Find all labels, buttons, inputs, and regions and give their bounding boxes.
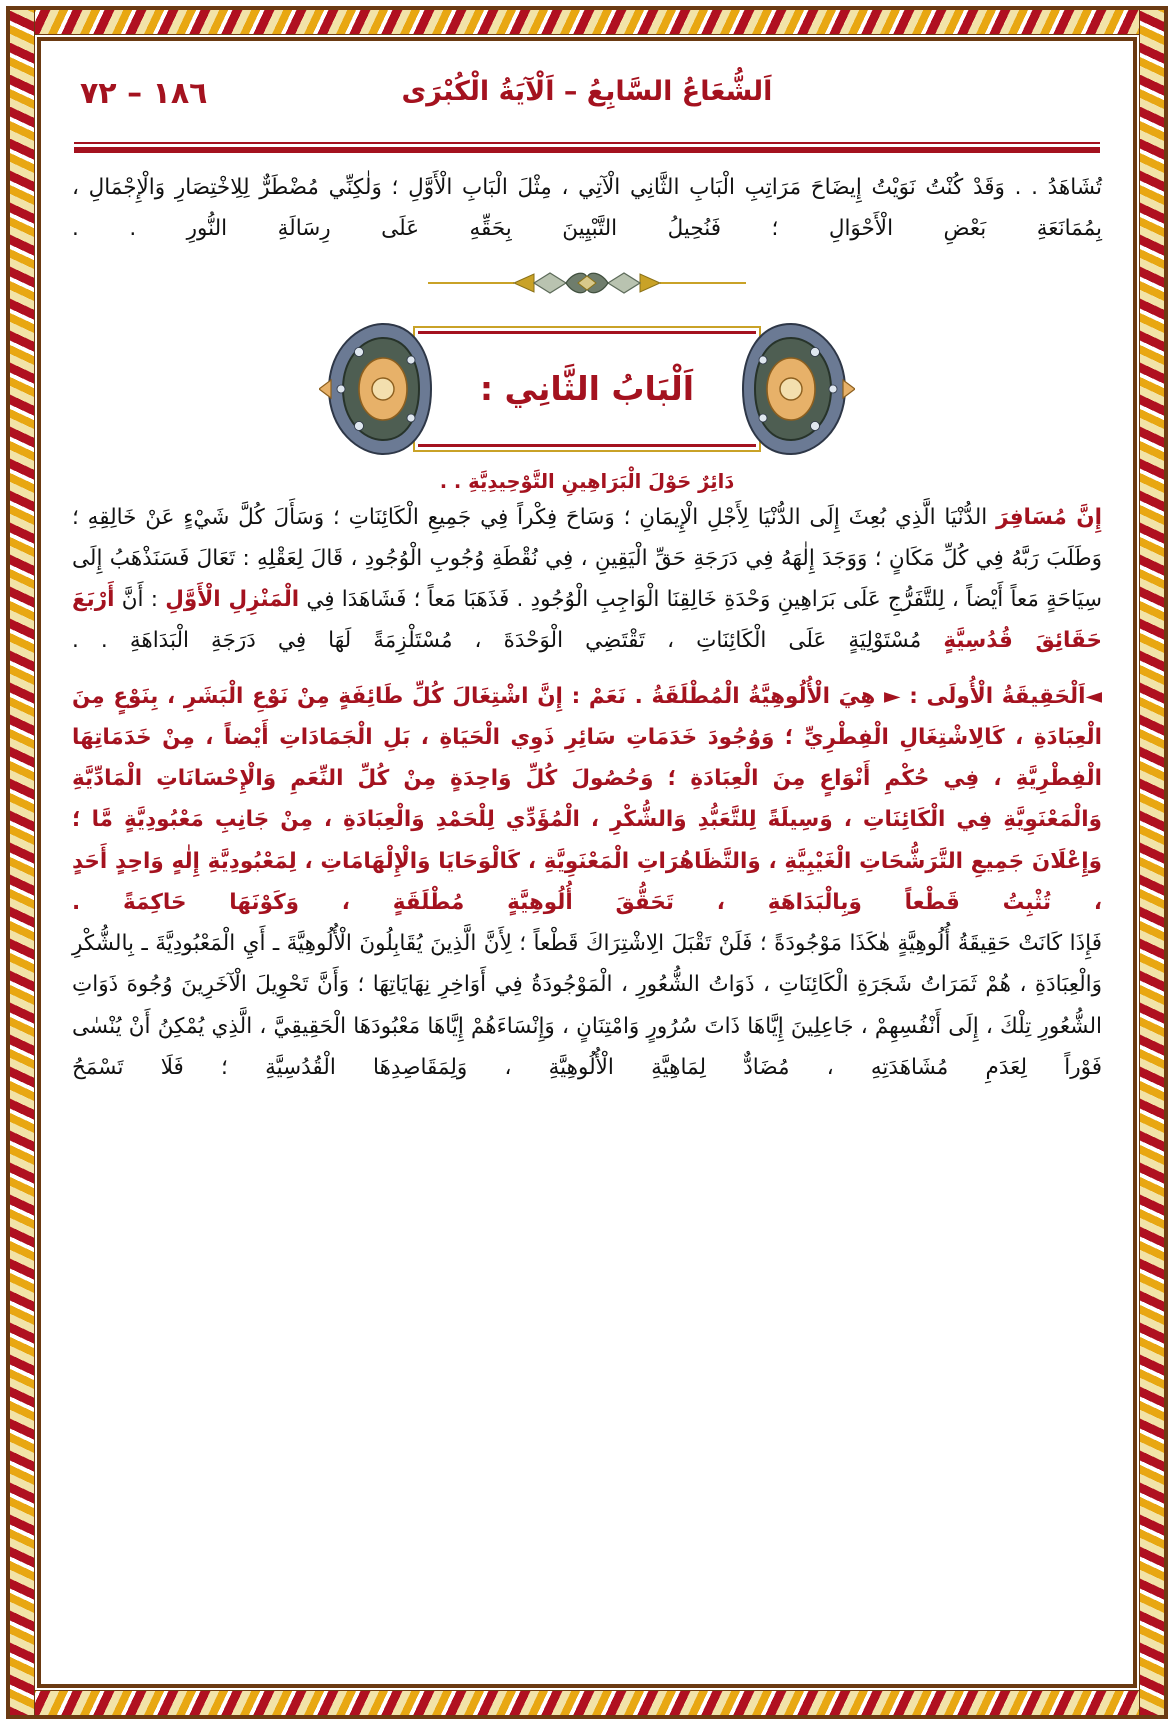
paragraph-conclusion [72,923,1102,1088]
header-rule-thick [74,147,1100,153]
header-rule [74,142,1100,153]
chapter-title-cartouche [327,314,847,464]
header-rule-thin [74,142,1100,144]
braid-border-bottom [9,1690,1165,1716]
page-content [48,48,1126,1677]
braid-border-right [1139,9,1165,1716]
page-header [70,62,1104,134]
text-run-black: فَإِذَا كَانَتْ حَقِيقَةُ أُلُوهِيَّةٍ هٰكَذَا مَوْجُودَةً ؛ فَلَنْ تَقْبَلَ الِاشْتِرَاكَ قَطْعاً ؛ لِأَنَّ الَّذِينَ يُقَابِلُونَ الْأُلُوهِيَّةَ ـ أَيِ الْمَعْبُودِيَّةَ ـ بِالشُّكْرِ وَالْعِبَادَةِ ، هُمْ ثَمَرَاتُ شَجَرَةِ الْكَائِنَاتِ ، ذَوَاتُ الشُّعُورِ ، الْمَوْجُودَةُ فِي أَوَاخِرِ نِهَايَاتِهَا ؛ وَأَنَّ تَحْوِيلَ الْآخَرِينَ وُجُوهَ ذَوَاتِ الشُّعُورِ تِلْكَ ، إِلَى أَنْفُسِهِمْ ، جَاعِلِينَ إِيَّاهَا ذَاتَ سُرُورٍ وَامْتِنَانٍ ، وَإِنْسَاءَهُمْ إِيَّاهَا مَعْبُودَهَا الْحَقِيقِيَّ ، الَّذِي يُمْكِنُ أَنْ يُنْسٰى فَوْراً لِعَدَمِ مُشَاهَدَتِهِ ، مُضَادٌّ لِمَاهِيَّةِ الْأُلُوهِيَّةِ ، وَلِمَقَاصِدِهَا الْقُدُسِيَّةِ ؛ فَلَا تَسْمَحُ [72,931,1102,1080]
paragraph-intro-block [70,167,1104,250]
text-run-black: مُسْتَوْلِيَةٍ عَلَى الْكَائِنَاتِ ، تَقْتَضِي الْوَحْدَةَ ، مُسْتَلْزِمَةً لَهَا فِي دَرَجَةِ الْبَدَاهَةِ . . [72,628,944,654]
text-run-red: إِنَّ مُسَافِرَ [996,504,1102,530]
page-title: اَلشُّعَاعُ السَّابِعُ – اَلْآيَةُ الْكُبْرَى [401,76,773,107]
paragraph-conclusion-block [70,923,1104,1088]
chapter-title: اَلْبَابُ الثَّانِي : [479,369,695,409]
chapter-subtitle: دَائِرٌ حَوْلَ الْبَرَاهِينِ التَّوْحِيدِيَّةِ . . [439,469,735,493]
braid-border-left [9,9,35,1716]
paragraph-traveler-block [70,497,1104,662]
text-run-black: : أَنَّ [114,587,166,613]
page-number: ١٨٦ – ٧٢ [80,76,208,111]
paragraph-traveler [72,497,1102,662]
text-run-black: تُشَاهَدُ . . وَقَدْ كُنْتُ نَوَيْتُ إِيضَاحَ مَرَاتِبِ الْبَابِ الثَّانِي الْآتِي ، مِثْلَ الْبَابِ الْأَوَّلِ ؛ وَلٰكِنِّي مُضْطَرٌّ لِلِاخْتِصَارِ وَالْإِجْمَالِ ، بِمُمَانَعَةِ بَعْضِ الْأَحْوَالِ ؛ فَنُحِيلُ التَّبْيِينَ بِحَقِّهِ عَلَى رِسَالَةِ النُّورِ . . [72,175,1102,242]
paragraph-intro [72,167,1102,250]
text-run-black: الدُّنْيَا الَّذِي بُعِثَ إِلَى الدُّنْيَا لِأَجْلِ الْإِيمَانِ ؛ وَسَاحَ فِكْراً فِي جَمِيعِ الْكَائِنَاتِ ؛ وَسَأَلَ كُلَّ شَيْءٍ عَنْ خَالِقِهِ ؛ وَطَلَبَ رَبَّهُ فِي كُلِّ مَكَانٍ ؛ وَوَجَدَ إِلٰهَهُ فِي دَرَجَةِ حَقِّ الْيَقِينِ ، فِي نُقْطَةِ وُجُوبِ الْوُجُودِ ، قَالَ لِعَقْلِهِ : تَعَالَ فَسَنَذْهَبُ إِلَى سِيَاحَةٍ مَعاً أَيْضاً ، لِلتَّفَرُّجِ عَلَى بَرَاهِينِ وَحْدَةِ خَالِقِنَا الْوَاجِبِ الْوُجُودِ . فَذَهَبَا مَعاً ؛ فَشَاهَدَا فِي [72,504,1102,613]
text-run-red: أَرْبَعَ حَقَائِقَ قُدُسِيَّةٍ [72,587,1102,654]
text-run-red: الْمَنْزِلِ الْأَوَّلِ [165,587,300,613]
braid-border-top [9,9,1165,35]
floral-divider-icon [422,266,752,306]
text-run-red: ◄اَلْحَقِيقَةُ الْأُولَى : ► هِيَ الْأُلُوهِيَّةُ الْمُطْلَقَةُ . نَعَمْ : إِنَّ اشْتِغَالَ كُلِّ طَائِفَةٍ مِنْ نَوْعِ الْبَشَرِ ، بِنَوْعٍ مِنَ الْعِبَادَةِ ، كَالِاشْتِغَالِ الْفِطْرِيِّ ؛ وَوُجُودَ خَدَمَاتِ سَائِرِ ذَوِي الْحَيَاةِ ، بَلِ الْجَمَادَاتِ أَيْضاً ، مِنْ خَدَمَاتِهَا الْفِطْرِيَّةِ ، فِي حُكْمِ أَنْوَاعٍ مِنَ الْعِبَادَةِ ؛ وَحُصُولَ كُلِّ وَاحِدَةٍ مِنْ كُلِّ النِّعَمِ وَالْإِحْسَانَاتِ الْمَادِّيَّةِ وَالْمَعْنَوِيَّةِ فِي الْكَائِنَاتِ ، وَسِيلَةً لِلتَّعَبُّدِ وَالشُّكْرِ ، الْمُؤَدِّي لِلْحَمْدِ وَالْعِبَادَةِ ، مِنْ جَانِبِ مَعْبُودِيَّةٍ مَّا ؛ وَإِعْلَانَ جَمِيعِ التَّرَشُّحَاتِ الْغَيْبِيَّةِ ، وَالتَّظَاهُرَاتِ الْمَعْنَوِيَّةِ ، كَالْوَحَايَا وَالْإِلْهَامَاتِ ، لِمَعْبُودِيَّةِ إِلٰهٍ وَاحِدٍ أَحَدٍ ، تُثْبِتُ قَطْعاً وَبِالْبَدَاهَةِ ، تَحَقُّقَ أُلُوهِيَّةٍ مُطْلَقَةٍ ، وَكَوْنَهَا حَاكِمَةً . [72,683,1102,915]
paragraph-first-truth [72,676,1102,924]
paragraph-first-truth-block [70,676,1104,924]
